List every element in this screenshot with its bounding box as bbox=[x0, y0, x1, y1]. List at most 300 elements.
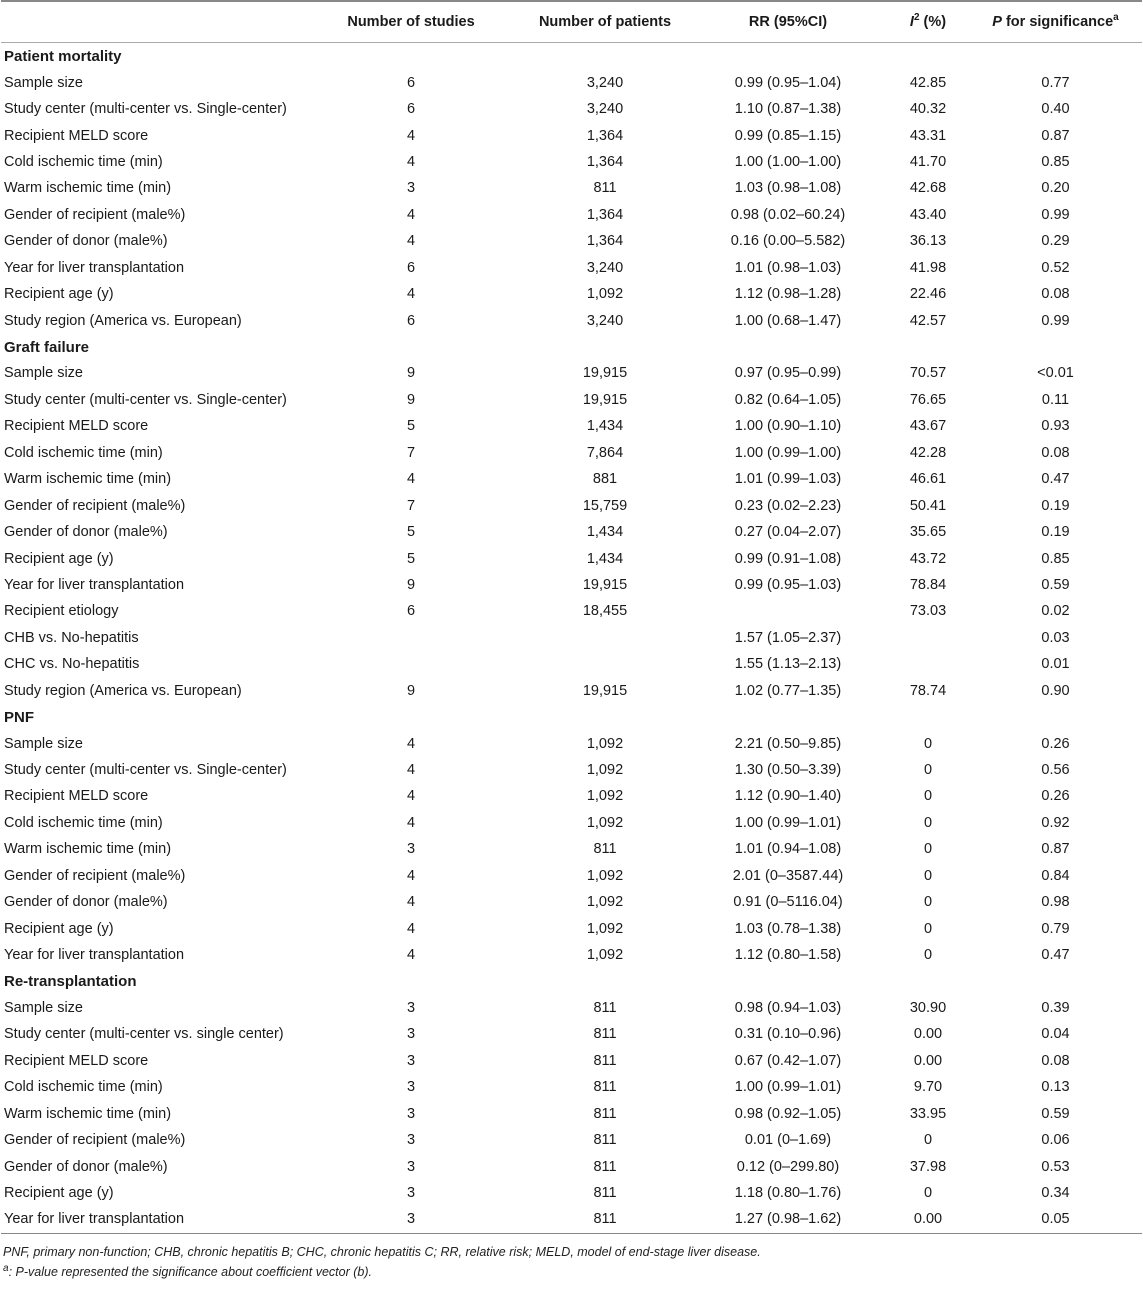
row-i2: 22.46 bbox=[909, 286, 947, 303]
row-studies: 4 bbox=[406, 153, 416, 170]
row-i2: 0 bbox=[923, 894, 933, 911]
table-row bbox=[1, 228, 1142, 254]
row-patients: 3,240 bbox=[586, 74, 624, 91]
row-studies: 3 bbox=[406, 1026, 416, 1043]
table-row bbox=[1, 757, 1142, 783]
row-rr bbox=[689, 598, 887, 624]
table-row bbox=[1, 625, 1142, 651]
row-studies: 9 bbox=[406, 365, 416, 382]
row-studies: 4 bbox=[406, 735, 416, 752]
table-row bbox=[1, 995, 1142, 1021]
row-p: 0.47 bbox=[1041, 471, 1070, 488]
row-rr: 1.57 (1.05–2.37) bbox=[734, 629, 842, 646]
row-patients: 811 bbox=[593, 1132, 617, 1149]
row-rr: 1.27 (0.98–1.62) bbox=[689, 1206, 887, 1233]
row-p: 0.05 bbox=[969, 1206, 1142, 1233]
row-p: 0.08 bbox=[1041, 444, 1070, 461]
table-row bbox=[1, 598, 1142, 624]
table-row bbox=[1, 810, 1142, 836]
row-rr: 1.10 (0.87–1.38) bbox=[734, 101, 842, 118]
table-row bbox=[1, 255, 1142, 281]
row-rr: 1.01 (0.94–1.08) bbox=[734, 841, 842, 858]
row-i2: 78.84 bbox=[909, 576, 947, 593]
row-studies bbox=[301, 651, 521, 677]
row-p: 0.59 bbox=[1041, 576, 1070, 593]
row-p: 0.85 bbox=[1041, 153, 1070, 170]
table-row bbox=[1, 1048, 1142, 1074]
row-p: <0.01 bbox=[1037, 365, 1074, 382]
row-studies: 4 bbox=[406, 206, 416, 223]
row-rr: 1.55 (1.13–2.13) bbox=[734, 656, 842, 673]
row-label: Recipient MELD score bbox=[4, 127, 149, 144]
row-studies: 9 bbox=[406, 682, 416, 699]
row-p: 0.99 bbox=[1041, 312, 1070, 329]
table-row bbox=[1, 96, 1142, 122]
row-p: 0.19 bbox=[1041, 497, 1070, 514]
table-body bbox=[1, 43, 1142, 1234]
header-i2 bbox=[887, 1, 969, 43]
row-rr: 0.31 (0.10–0.96) bbox=[734, 1026, 842, 1043]
row-patients: 1,364 bbox=[586, 233, 624, 250]
row-patients: 1,364 bbox=[586, 206, 624, 223]
row-patients: 1,434 bbox=[586, 418, 624, 435]
row-patients: 18,455 bbox=[582, 603, 628, 620]
row-p: 0.19 bbox=[1041, 524, 1070, 541]
row-rr: 0.97 (0.95–0.99) bbox=[734, 365, 842, 382]
row-p: 0.92 bbox=[1041, 814, 1070, 831]
row-i2: 41.70 bbox=[909, 153, 947, 170]
row-p: 0.26 bbox=[1041, 788, 1070, 805]
row-studies: 7 bbox=[406, 444, 416, 461]
row-i2 bbox=[887, 651, 969, 677]
row-studies: 9 bbox=[406, 391, 416, 408]
row-i2: 37.98 bbox=[909, 1158, 947, 1175]
row-rr: 0.16 (0.00–5.582) bbox=[730, 233, 846, 250]
section-row bbox=[1, 968, 1142, 994]
row-p: 0.85 bbox=[1041, 550, 1070, 567]
header-studies: Number of studies bbox=[301, 1, 521, 43]
row-p: 0.93 bbox=[1041, 418, 1070, 435]
row-rr: 1.18 (0.80–1.76) bbox=[734, 1185, 842, 1202]
row-studies: 3 bbox=[406, 180, 416, 197]
row-label: Recipient age (y) bbox=[4, 920, 114, 937]
row-i2: 35.65 bbox=[909, 524, 947, 541]
row-label: Warm ischemic time (min) bbox=[4, 180, 172, 197]
table-row bbox=[1, 307, 1142, 333]
row-rr: 1.00 (1.00–1.00) bbox=[734, 153, 842, 170]
row-i2: 0 bbox=[923, 947, 933, 964]
row-patients: 1,092 bbox=[586, 920, 624, 937]
row-patients: 3,240 bbox=[586, 259, 624, 276]
row-i2: 0 bbox=[923, 867, 933, 884]
header-i2-unit: (%) bbox=[919, 14, 947, 30]
row-rr: 0.99 (0.85–1.15) bbox=[734, 127, 842, 144]
row-label: Year for liver transplantation bbox=[4, 947, 185, 964]
header-i2-sup: 2 bbox=[913, 12, 920, 24]
row-p: 0.56 bbox=[1041, 762, 1070, 779]
header-p bbox=[969, 1, 1142, 43]
row-i2: 46.61 bbox=[909, 471, 947, 488]
row-i2: 30.90 bbox=[909, 999, 947, 1016]
row-studies: 4 bbox=[406, 894, 416, 911]
row-rr: 0.01 (0–1.69) bbox=[744, 1132, 832, 1149]
section-title: Graft failure bbox=[4, 338, 90, 356]
row-i2: 33.95 bbox=[909, 1105, 947, 1122]
table-row bbox=[1, 466, 1142, 492]
row-studies: 3 bbox=[406, 999, 416, 1016]
row-i2: 0.00 bbox=[887, 1206, 969, 1233]
table-row bbox=[1, 651, 1142, 677]
table-row bbox=[1, 387, 1142, 413]
row-i2: 0.00 bbox=[913, 1026, 943, 1043]
row-rr: 1.00 (0.99–1.00) bbox=[734, 444, 842, 461]
row-i2: 0 bbox=[923, 920, 933, 937]
row-rr: 2.21 (0.50–9.85) bbox=[734, 735, 842, 752]
row-p: 0.03 bbox=[1041, 629, 1070, 646]
row-patients: 1,092 bbox=[586, 947, 624, 964]
row-p: 0.29 bbox=[1041, 233, 1070, 250]
row-label: Gender of donor (male%) bbox=[4, 1158, 168, 1175]
row-i2: 43.67 bbox=[909, 418, 947, 435]
row-patients: 811 bbox=[521, 1206, 689, 1233]
meta-regression-table bbox=[1, 0, 1142, 1234]
row-patients: 19,915 bbox=[582, 391, 628, 408]
row-p: 0.87 bbox=[1041, 841, 1070, 858]
row-patients: 19,915 bbox=[582, 365, 628, 382]
row-patients: 1,092 bbox=[586, 286, 624, 303]
row-label: Gender of recipient (male%) bbox=[4, 867, 186, 884]
row-i2: 0.00 bbox=[913, 1052, 943, 1069]
row-i2: 43.40 bbox=[909, 206, 947, 223]
row-p: 0.04 bbox=[1041, 1026, 1070, 1043]
footnote-a bbox=[0, 1262, 1143, 1282]
row-label: Study center (multi-center vs. Single-center) bbox=[4, 101, 287, 118]
row-rr: 0.98 (0.94–1.03) bbox=[734, 999, 842, 1016]
row-patients: 3,240 bbox=[586, 101, 624, 118]
header-patients: Number of patients bbox=[521, 1, 689, 43]
row-studies: 3 bbox=[406, 1079, 416, 1096]
row-studies: 4 bbox=[406, 788, 416, 805]
row-studies: 6 bbox=[406, 101, 416, 118]
row-studies: 3 bbox=[406, 1105, 416, 1122]
row-rr: 0.99 (0.91–1.08) bbox=[734, 550, 842, 567]
header-rr: RR (95%CI) bbox=[689, 1, 887, 43]
row-rr: 0.23 (0.02–2.23) bbox=[734, 497, 842, 514]
table-header bbox=[1, 1, 1142, 43]
row-p: 0.77 bbox=[1041, 74, 1070, 91]
row-i2: 0 bbox=[923, 814, 933, 831]
row-label: Gender of donor (male%) bbox=[4, 233, 168, 250]
row-label: Study center (multi-center vs. Single-center) bbox=[4, 762, 287, 779]
row-studies: 3 bbox=[301, 1206, 521, 1233]
row-label: CHB vs. No-hepatitis bbox=[4, 629, 139, 646]
row-patients: 1,092 bbox=[586, 814, 624, 831]
row-rr: 1.00 (0.68–1.47) bbox=[734, 312, 842, 329]
row-label: Year for liver transplantation bbox=[1, 1206, 301, 1233]
row-patients: 19,915 bbox=[582, 682, 628, 699]
table-row bbox=[1, 678, 1142, 704]
row-p: 0.40 bbox=[1041, 101, 1070, 118]
header-label bbox=[1, 1, 301, 43]
row-p: 0.79 bbox=[1041, 920, 1070, 937]
row-studies: 6 bbox=[406, 603, 416, 620]
row-i2: 0 bbox=[923, 788, 933, 805]
row-rr: 2.01 (0–3587.44) bbox=[732, 867, 844, 884]
row-rr: 0.99 (0.95–1.04) bbox=[734, 74, 842, 91]
row-label: Recipient MELD score bbox=[4, 418, 149, 435]
row-i2: 0 bbox=[923, 1185, 933, 1202]
table-row bbox=[1, 1180, 1142, 1206]
row-i2: 42.57 bbox=[909, 312, 947, 329]
row-p: 0.08 bbox=[1041, 286, 1070, 303]
row-i2: 0 bbox=[923, 735, 933, 752]
row-studies: 3 bbox=[406, 1132, 416, 1149]
table-row bbox=[1, 1101, 1142, 1127]
section-title: PNF bbox=[4, 708, 34, 726]
table-row bbox=[1, 202, 1142, 228]
row-label: Warm ischemic time (min) bbox=[4, 471, 172, 488]
row-patients bbox=[521, 625, 689, 651]
row-label: Study center (multi-center vs. Single-center) bbox=[4, 391, 287, 408]
row-i2: 0 bbox=[923, 762, 933, 779]
row-studies: 3 bbox=[406, 1158, 416, 1175]
row-i2: 42.28 bbox=[909, 444, 947, 461]
row-studies: 4 bbox=[406, 286, 416, 303]
table-row bbox=[1, 572, 1142, 598]
row-rr: 1.12 (0.80–1.58) bbox=[734, 947, 842, 964]
row-patients: 1,434 bbox=[586, 550, 624, 567]
row-patients: 811 bbox=[593, 1105, 617, 1122]
table-row bbox=[1, 1074, 1142, 1100]
row-p: 0.53 bbox=[1041, 1158, 1070, 1175]
row-patients: 1,092 bbox=[586, 867, 624, 884]
row-patients: 7,864 bbox=[586, 444, 624, 461]
row-i2: 43.31 bbox=[909, 127, 947, 144]
row-p: 0.98 bbox=[1041, 894, 1070, 911]
row-i2: 70.57 bbox=[909, 365, 947, 382]
row-label: Recipient age (y) bbox=[4, 1185, 114, 1202]
row-label: Sample size bbox=[4, 74, 83, 91]
table-row bbox=[1, 281, 1142, 307]
row-label: Cold ischemic time (min) bbox=[4, 153, 163, 170]
row-patients: 811 bbox=[593, 1079, 617, 1096]
row-label: Year for liver transplantation bbox=[4, 576, 185, 593]
section-title: Patient mortality bbox=[4, 47, 122, 65]
table-row bbox=[1, 69, 1142, 95]
row-studies bbox=[301, 625, 521, 651]
row-patients: 3,240 bbox=[586, 312, 624, 329]
row-rr: 1.01 (0.99–1.03) bbox=[734, 471, 842, 488]
row-studies: 3 bbox=[406, 1052, 416, 1069]
row-studies: 9 bbox=[406, 576, 416, 593]
row-studies: 4 bbox=[406, 867, 416, 884]
table-row bbox=[1, 783, 1142, 809]
row-p: 0.13 bbox=[1041, 1079, 1070, 1096]
section-row bbox=[1, 704, 1142, 730]
table-row bbox=[1, 122, 1142, 148]
row-rr: 1.12 (0.98–1.28) bbox=[734, 286, 842, 303]
row-label: Study region (America vs. European) bbox=[4, 682, 242, 699]
row-rr: 0.91 (0–5116.04) bbox=[733, 894, 843, 911]
row-p: 0.90 bbox=[1041, 682, 1070, 699]
table-row bbox=[1, 545, 1142, 571]
row-i2: 73.03 bbox=[909, 603, 947, 620]
row-rr: 0.82 (0.64–1.05) bbox=[734, 391, 842, 408]
row-label: Gender of donor (male%) bbox=[4, 524, 168, 541]
row-patients: 811 bbox=[593, 1158, 617, 1175]
row-rr: 0.12 (0–299.80) bbox=[736, 1158, 840, 1175]
row-studies: 3 bbox=[406, 841, 416, 858]
row-i2: 50.41 bbox=[909, 497, 947, 514]
row-i2: 42.68 bbox=[909, 180, 947, 197]
row-p: 0.87 bbox=[1041, 127, 1070, 144]
row-p: 0.52 bbox=[1041, 259, 1070, 276]
row-rr: 1.02 (0.77–1.35) bbox=[734, 682, 842, 699]
row-i2: 76.65 bbox=[909, 391, 947, 408]
row-studies: 4 bbox=[406, 127, 416, 144]
row-label: Year for liver transplantation bbox=[4, 259, 185, 276]
row-label: Recipient age (y) bbox=[4, 550, 114, 567]
row-i2: 36.13 bbox=[909, 233, 947, 250]
row-patients: 811 bbox=[593, 1052, 617, 1069]
row-i2 bbox=[887, 625, 969, 651]
header-p-sup: a bbox=[1113, 12, 1119, 24]
row-p: 0.11 bbox=[1041, 391, 1070, 408]
row-patients: 1,092 bbox=[586, 735, 624, 752]
row-studies: 5 bbox=[406, 418, 416, 435]
table-row bbox=[1, 915, 1142, 941]
row-rr: 1.12 (0.90–1.40) bbox=[734, 788, 842, 805]
row-studies: 6 bbox=[406, 74, 416, 91]
row-p: 0.84 bbox=[1041, 867, 1070, 884]
row-label: Recipient etiology bbox=[4, 603, 119, 620]
row-label: Study region (America vs. European) bbox=[4, 312, 242, 329]
row-patients: 15,759 bbox=[582, 497, 628, 514]
table-row bbox=[1, 836, 1142, 862]
row-studies: 5 bbox=[406, 524, 416, 541]
row-studies: 4 bbox=[406, 920, 416, 937]
table-row bbox=[1, 413, 1142, 439]
table-row bbox=[1, 942, 1142, 968]
row-rr: 0.27 (0.04–2.07) bbox=[734, 524, 842, 541]
table-row bbox=[1, 149, 1142, 175]
row-patients: 1,092 bbox=[586, 788, 624, 805]
header-p-text: for significance bbox=[1001, 14, 1114, 30]
row-rr: 0.98 (0.02–60.24) bbox=[730, 206, 846, 223]
row-i2: 41.98 bbox=[909, 259, 947, 276]
row-studies: 5 bbox=[406, 550, 416, 567]
row-patients: 1,092 bbox=[586, 894, 624, 911]
row-rr: 0.99 (0.95–1.03) bbox=[734, 576, 842, 593]
row-i2: 9.70 bbox=[913, 1079, 943, 1096]
row-i2: 40.32 bbox=[909, 101, 947, 118]
header-i2-letter: I bbox=[909, 14, 914, 30]
row-i2: 0 bbox=[923, 841, 933, 858]
footnote-a-text: : P-value represented the significance about coefficient vector (b). bbox=[8, 1264, 372, 1279]
table-row bbox=[1, 519, 1142, 545]
row-studies: 4 bbox=[406, 471, 416, 488]
row-p: 0.06 bbox=[1041, 1132, 1070, 1149]
row-patients: 811 bbox=[593, 841, 617, 858]
row-label: CHC vs. No-hepatitis bbox=[4, 656, 140, 673]
row-p: 0.26 bbox=[1041, 735, 1070, 752]
row-label: Cold ischemic time (min) bbox=[4, 444, 163, 461]
row-patients: 1,364 bbox=[586, 127, 624, 144]
row-p: 0.02 bbox=[1041, 603, 1070, 620]
row-label: Warm ischemic time (min) bbox=[4, 841, 172, 858]
table-row bbox=[1, 175, 1142, 201]
row-label: Recipient MELD score bbox=[4, 788, 149, 805]
row-p: 0.39 bbox=[1041, 999, 1070, 1016]
table-row bbox=[1, 492, 1142, 518]
row-patients: 19,915 bbox=[582, 576, 628, 593]
row-label: Gender of recipient (male%) bbox=[4, 206, 186, 223]
row-studies: 4 bbox=[406, 762, 416, 779]
row-i2: 0 bbox=[923, 1132, 933, 1149]
table-row bbox=[1, 730, 1142, 756]
table-row bbox=[1, 1206, 1142, 1233]
row-patients: 881 bbox=[592, 471, 618, 488]
row-rr: 0.98 (0.92–1.05) bbox=[734, 1105, 842, 1122]
table-row bbox=[1, 1021, 1142, 1047]
row-patients bbox=[521, 651, 689, 677]
row-patients: 811 bbox=[593, 1026, 617, 1043]
row-label: Cold ischemic time (min) bbox=[4, 1079, 163, 1096]
row-rr: 0.67 (0.42–1.07) bbox=[734, 1052, 842, 1069]
row-rr: 1.03 (0.98–1.08) bbox=[734, 180, 842, 197]
row-p: 0.01 bbox=[1041, 656, 1070, 673]
row-p: 0.20 bbox=[1041, 180, 1070, 197]
row-label: Sample size bbox=[4, 999, 83, 1016]
footnote-a-mark: a bbox=[3, 1262, 9, 1274]
section-title: Re-transplantation bbox=[4, 973, 137, 991]
row-rr: 1.00 (0.90–1.10) bbox=[734, 418, 842, 435]
row-studies: 4 bbox=[406, 947, 416, 964]
section-row bbox=[1, 334, 1142, 360]
row-studies: 7 bbox=[406, 497, 416, 514]
row-label: Recipient MELD score bbox=[4, 1052, 149, 1069]
row-rr: 1.01 (0.98–1.03) bbox=[734, 259, 842, 276]
row-studies: 3 bbox=[406, 1185, 416, 1202]
row-rr: 1.00 (0.99–1.01) bbox=[734, 1079, 842, 1096]
row-p: 0.99 bbox=[1041, 206, 1070, 223]
row-rr: 1.03 (0.78–1.38) bbox=[734, 920, 842, 937]
row-i2: 43.72 bbox=[909, 550, 947, 567]
row-label: Sample size bbox=[4, 735, 83, 752]
header-p-letter: P bbox=[992, 14, 1002, 30]
row-patients: 811 bbox=[593, 180, 617, 197]
row-p: 0.59 bbox=[1041, 1105, 1070, 1122]
row-label: Gender of recipient (male%) bbox=[4, 1132, 186, 1149]
footnote-abbreviations: PNF, primary non-function; CHB, chronic hepatitis B; CHC, chronic hepatitis C; RR, relative risk; MELD, model of end-stage liver disease. bbox=[3, 1244, 761, 1259]
row-patients: 1,434 bbox=[586, 524, 624, 541]
row-i2: 42.85 bbox=[909, 74, 947, 91]
row-i2: 78.74 bbox=[909, 682, 947, 699]
row-label: Gender of recipient (male%) bbox=[4, 497, 186, 514]
row-studies: 6 bbox=[406, 312, 416, 329]
row-patients: 811 bbox=[593, 999, 617, 1016]
row-p: 0.47 bbox=[1041, 947, 1070, 964]
row-patients: 1,364 bbox=[586, 153, 624, 170]
section-row bbox=[1, 43, 1142, 70]
table-row bbox=[1, 863, 1142, 889]
header-row bbox=[1, 1, 1142, 43]
row-studies: 6 bbox=[406, 259, 416, 276]
table-row bbox=[1, 889, 1142, 915]
table-row bbox=[1, 360, 1142, 386]
row-label: Sample size bbox=[4, 365, 83, 382]
row-studies: 4 bbox=[406, 814, 416, 831]
